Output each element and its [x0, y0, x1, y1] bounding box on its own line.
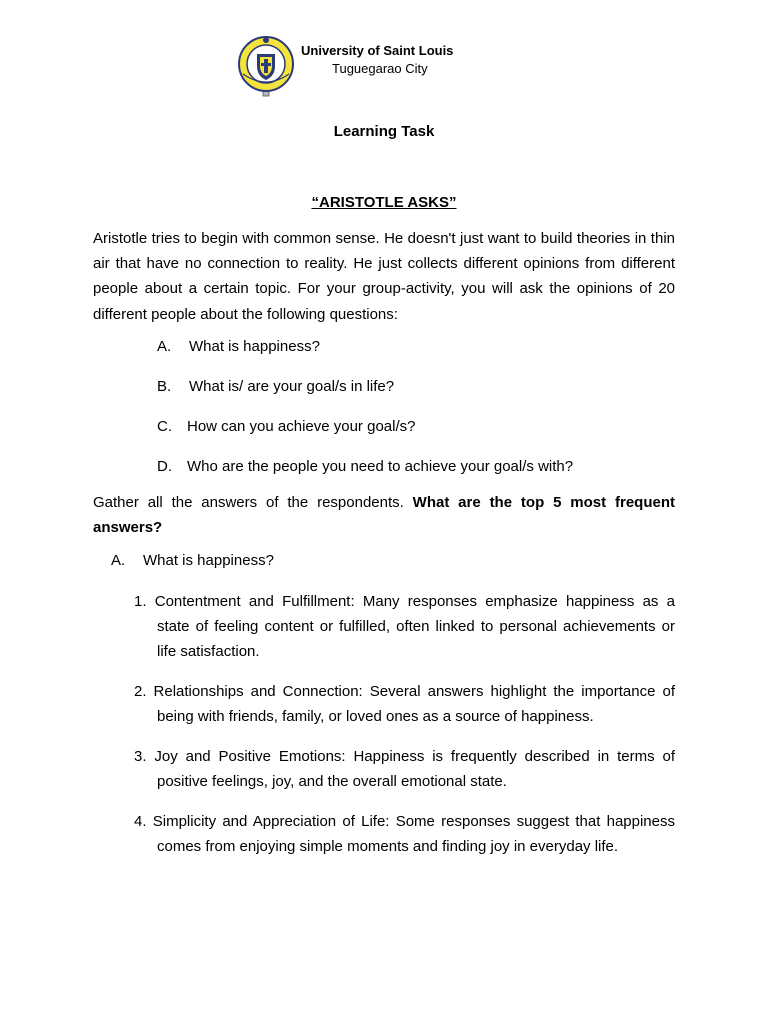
question-c: [157, 418, 415, 435]
question-b: [157, 378, 394, 395]
question-a: [157, 338, 320, 355]
question-text: What is/ are your goal/s in life?: [189, 378, 395, 395]
question-d: [157, 458, 573, 475]
question-letter: C.: [157, 418, 172, 435]
letterhead: [237, 34, 537, 98]
task-title: Learning Task: [333, 123, 435, 140]
university-seal-icon: [237, 34, 295, 98]
gather-text: Gather all the answers of the respondents.: [93, 494, 413, 511]
question-text: Who are the people you need to achieve your goal/s with?: [187, 458, 574, 475]
section-letter: A.: [111, 552, 126, 569]
question-letter: B.: [157, 378, 172, 395]
answer-item: 2. Relationships and Connection: Several answers highlight the importance of being with friends, family, or loved ones as a source of happiness.: [134, 683, 675, 726]
answer-item: 4. Simplicity and Appreciation of Life: Some responses suggest that happiness comes from enjoying simple moments and finding joy in everyday life.: [134, 813, 675, 856]
university-name: University of Saint Louis: [301, 43, 454, 58]
answer-item: 1. Contentment and Fulfillment: Many responses emphasize happiness as a state of feeling content or fulfilled, often linked to personal achievements or life satisfaction.: [134, 593, 675, 661]
question-text: What is happiness?: [189, 338, 320, 355]
section-heading: [111, 552, 274, 569]
question-text: How can you achieve your goal/s?: [187, 418, 416, 435]
gather-paragraph: [93, 490, 675, 540]
gather-bold-question: What are the top 5 most frequent answers?: [93, 494, 675, 537]
answer-item: 3. Joy and Positive Emotions: Happiness is frequently described in terms of positive feelings, joy, and the overall emotional state.: [134, 748, 675, 791]
main-title: “ARISTOTLE ASKS”: [311, 194, 457, 211]
question-letter: D.: [157, 458, 172, 475]
intro-paragraph: Aristotle tries to begin with common sense. He doesn't just want to build theories in thin air that have no connection to reality. He just collects different opinions from different people about a certain topic. For your group-activity, you will ask the opinions of 20 different people about the following questions:: [93, 230, 675, 323]
university-city: Tuguegarao City: [332, 61, 428, 76]
section-text: What is happiness?: [143, 552, 274, 569]
question-letter: A.: [157, 338, 172, 355]
